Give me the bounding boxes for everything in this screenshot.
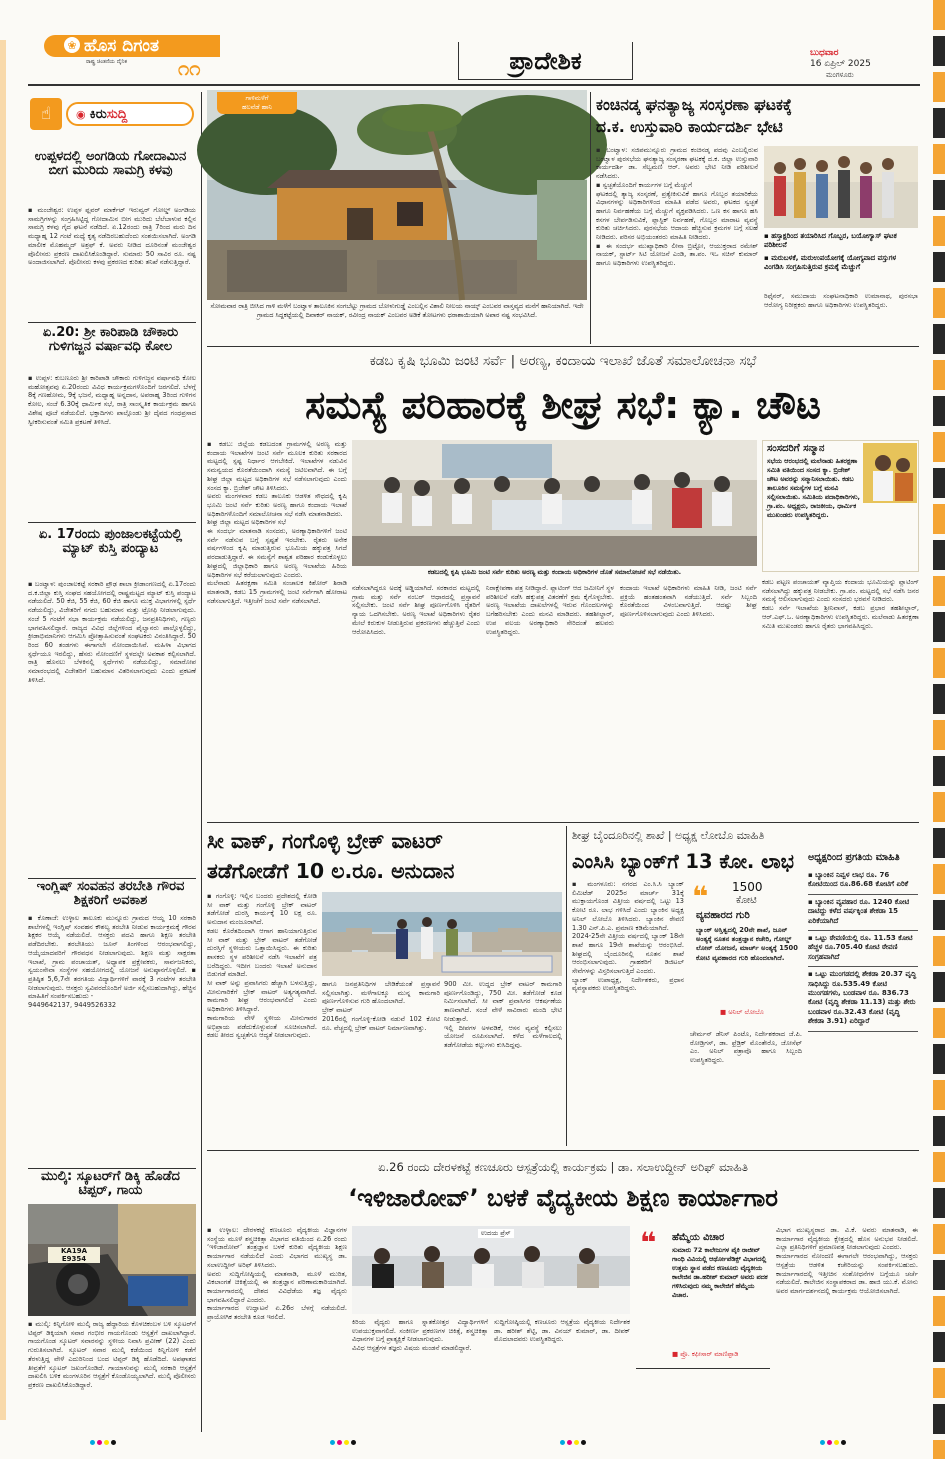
workshop-body-1: ▪ ಉಳ್ಳಾಲ: ದೇರಳಕಟ್ಟೆ ಕಣಚೂರು ವೈದ್ಯಕೀಯ ವಿಜ್ಞಾನಗಳ ಸಂಸ್ಥೆಯ ಮೂಳೆ ಶಸ್ತ್ರಚಿಕಿತ್ಸಾ ವಿಭಾಗದ ವತಿಯಿಂದ ಏ.26 ರಂದು ‘ಇಳಿಜಾರೋವ್’ ತಂತ್ರಜ್ಞಾನ ಬಳಕೆ ಕುರಿತು ವೈದ್ಯಕೀಯ ಶಿಕ್ಷಣ ಕಾರ್ಯಾಗಾರ ನಡೆಯಲಿದೆ ಎಂದು ವಿಭಾಗದ ಮುಖ್ಯಸ್ಥ ಡಾ. ಸಲಾಉದ್ದೀನ್ ಅರಿಫ್ ತಿಳಿಸಿದರು. ಅವರು ಸುದ್ದಿಗೋಷ್ಠಿಯಲ್ಲಿ ಮಾತನಾಡಿ, ಮೂಳೆ ಮುರಿತ, ವಿಕಲಾಂಗತೆ ಚಿಕಿತ್ಸೆಯಲ್ಲಿ ಈ ತಂತ್ರಜ್ಞಾನ ಪರಿಣಾಮಕಾರಿಯಾಗಿದೆ. ಕಾರ್ಯಾಗಾರದಲ್ಲಿ ದೇಶದ ವಿವಿಧೆಡೆಯ ತಜ್ಞ ವೈದ್ಯರು ಭಾಗವಹಿಸಲಿದ್ದಾರೆ ಎಂದರು. ಕಾರ್ಯಾಗಾರದ ಉದ್ಘಾಟನೆ ಏ.26ರ ಬೆಳಗ್ಗೆ ನಡೆಯಲಿದೆ. ಪ್ರಾಯೋಗಿಕ ತರಬೇತಿ ಕೂಡ ಇರಲಿದೆ. bbox=[207, 1226, 347, 1322]
number-plate: KA19A E9354 bbox=[48, 1247, 100, 1263]
seawalk-body-1: ▪ ಗಂಗೊಳ್ಳಿ: ಇಲ್ಲಿನ ಬಂದರು ಪ್ರದೇಶದಲ್ಲಿ ಕೋಡಿ ಸೀ ವಾಕ್ ಮತ್ತು ಗಂಗೊಳ್ಳಿ ಬ್ರೇಕ್ ವಾಟರ್ ತಡೆಗೋಡೆ ದುರಸ್ತಿ ಕಾರ್ಯಕ್ಕೆ 10 ಲಕ್ಷ ರೂ. ಅನುದಾನ ಮಂಜೂರಾಗಿದೆ. ಕಡಲ ಕೊರೆತದಿಂದಾಗಿ ಆಗಾಗ ಹಾನಿಯಾಗುತ್ತಿರುವ ಸೀ ವಾಕ್ ಮತ್ತು ಬ್ರೇಕ್ ವಾಟರ್ ತಡೆಗೋಡೆ ದುರಸ್ತಿಗೆ ಸ್ಥಳೀಯರು ಒತ್ತಾಯಿಸಿದ್ದರು. ಈ ಕುರಿತು ಶಾಸಕರು ಸ್ಥಳ ಪರಿಶೀಲನೆ ನಡೆಸಿ ಇಲಾಖೆಗೆ ಪತ್ರ ಬರೆದಿದ್ದರು. ಇದೀಗ ಬಂದರು ಇಲಾಖೆ ಅನುದಾನ ಬಿಡುಗಡೆ ಮಾಡಿದೆ. ಸೀ ವಾಕ್ ಅನ್ನು ಪ್ರವಾಸಿಗರು ಹೆಚ್ಚಾಗಿ ಬಳಸುತ್ತಿದ್ದು, ಮೀನುಗಾರಿಕೆಗೆ ಬ್ರೇಕ್ ವಾಟರ್ ಅತ್ಯಗತ್ಯವಾಗಿದೆ. ಕಾಮಗಾರಿ ಶೀಘ್ರ ಆರಂಭವಾಗಲಿದೆ ಎಂದು ಅಧಿಕಾರಿಗಳು ತಿಳಿಸಿದ್ದಾರೆ. ಕಾಮಗಾರಿಯ ವೇಳೆ ಸ್ಥಳೀಯ ಮೀನುಗಾರರ ಅಭಿಪ್ರಾಯ ಪಡೆದುಕೊಳ್ಳುವಂತೆ ಸೂಚಿಸಲಾಗಿದೆ. ಕಡಲ ತೀರದ ಸ್ವಚ್ಛತೆಗೂ ಆದ್ಯತೆ ನೀಡಲಾಗುವುದು. bbox=[207, 892, 317, 1040]
dateline bbox=[810, 48, 920, 81]
rain-damage-photo bbox=[207, 90, 587, 300]
brief-text: ▪ ಮಂಜೇಶ್ವರ: ಉಪ್ಪಳ ಫ್ಲವರ್ ಮಾರ್ಕೆಟ್ ಇರುವ್ವರ್ ಗೋಲ್ಡ್ ಅಂಗಡಿಯ ಸಾಮಗ್ರಿಗಳನ್ನು ಸಂಗ್ರಹಿಸಿಟ್ಟಿದ್ದ ಗೋದಾಮಿನ ಬೀಗ ಮುರಿದು ಬೆಲೆಬಾಳುವ ಕಲ್ಲಿನ ಸಾಮಗ್ರಿ ಕಳವು ಗೈದ ಘಟನೆ ನಡೆದಿದೆ. ಏ.12ರಂದು ರಾತ್ರಿ 7ರಿಂದ ಮರು ದಿನ ಮಧ್ಯಾಹ್ನ 12 ಗಂಟೆ ಮಧ್ಯೆ ಕೃತ್ಯ ನಡೆದಿರಬಹುದೆಂದು ಸಂಶಯಿಸಲಾಗಿದೆ. ಅಂಗಡಿ ಮಾಲೀಕ ಮೊಹಮ್ಮದ್ ಅಶ್ರಫ್ ಕೆ. ಅವರು ನೀಡಿದ ದೂರಿನಂತೆ ಮಂಜೇಶ್ವರ ಪೊಲೀಸರು ಪ್ರಕರಣ ದಾಖಲಿಸಿಕೊಂಡಿದ್ದಾರೆ. ಸುಮಾರು 50 ಸಾವಿರ ರೂ. ನಷ್ಟ ಅಂದಾಜಿಸಲಾಗಿದೆ. ಪೊಲೀಸರು ಕಳವು ಪ್ರಕರಣದ ಕುರಿತು ತನಿಖೆ ನಡೆಸುತ್ತಿದ್ದಾರೆ. bbox=[28, 206, 199, 267]
section-rule bbox=[207, 1150, 919, 1151]
bank-body-2: ಚೇರ್ಮನ್ ಡೆನಿಸ್ ಪಿಂಟೊ, ನಿರ್ದೇಶಕರಾದ ಜೆ.ಪಿ. ರೋಡ್ರಿಗಸ್, ಡಾ. ಫ್ರೆಡ್ರಿಕ್ ಮೊಂತೇರೊ, ಜೋಸೆಫ್ ಎಂ. ಅನಿಲ್ ಪತ್ರಾವೊ ಹಾಗೂ ಸಿಬ್ಬಂದಿ ಉಪಸ್ಥಿತರಿದ್ದರು. bbox=[690, 1030, 805, 1065]
felicitation-title: ಸಂಸದರಿಗೆ ಸನ್ಮಾನ bbox=[767, 443, 825, 454]
lead-kicker: ಕಡಬ ಕೃಷಿ ಭೂಮಿ ಜಂಟಿ ಸರ್ವೆ | ಅರಣ್ಯ, ಕಂದಾಯ ಇಲಾಖೆ ಜೊತೆ ಸಮಾಲೋಚನಾ ಸಭೆ bbox=[369, 353, 757, 369]
pride-title: ಹೆಮ್ಮೆಯ ವಿಚಾರ bbox=[672, 1232, 725, 1243]
press-meet-photo bbox=[352, 1226, 630, 1314]
bank-progress-item: ▪ ಒಟ್ಟು ಠೇವಣಿಯಲ್ಲಿ ರೂ. 11.53 ಕೋಟಿ ಹೆಚ್ಚಳ ರೂ.705.40 ಕೋಟಿ ಠೇವಣಿ ಸಂಗ್ರಹವಾಗಿದೆ bbox=[808, 931, 918, 967]
hand-icon: ☝ bbox=[30, 98, 62, 130]
meeting-photo-caption: ಕಡಬದಲ್ಲಿ ಕೃಷಿ ಭೂಮಿ ಜಂಟಿ ಸರ್ವೆ ಕುರಿತು ಅರಣ್ಯ ಮತ್ತು ಕಂದಾಯ ಅಧಿಕಾರಿಗಳ ಜೊತೆ ಸಮಾಲೋಚನೆ ಸಭೆ ನಡೆಯಿತು. bbox=[427, 568, 682, 576]
section-title-box bbox=[458, 42, 633, 80]
bank-progress-item: ▪ ಒಟ್ಟು ಮುಂಗಡದಲ್ಲಿ ಶೇಕಡಾ 20.37 ವೃದ್ಧಿ ಸಾಧಿಸಿದ್ದು ರೂ.535.49 ಕೋಟಿ ಮುಂಗಡಗಳು, ಬಂಡವಾಳ ರೂ. 836.73 ಕೋಟಿ (ವೃದ್ಧಿ ಶೇಕಡಾ 11.13) ಮತ್ತು ಶೇರು ಬಂಡವಾಳ ರೂ.32.43 ಕೋಟಿ (ವೃದ್ಧಿ ಶೇಕಡಾ 3.91) ಏರಿದ್ದಾರೆ bbox=[808, 967, 918, 1031]
felicitation-text: ಸಭೆಯ ಆರಂಭದಲ್ಲಿ ಮಲೆನಾಡು ಹಿತರಕ್ಷಣಾ ಸಮಿತಿ ವತಿಯಿಂದ ಸಂಸದ ಕ್ಯಾ. ಬ್ರಿಜೇಶ್ ಚೌಟ ಅವರನ್ನು ಸನ್ಮಾನಿಸಲಾಯಿತು. ಕಡಬ ತಾಲೂಕಿನ ಸಮಸ್ಯೆಗಳ ಬಗ್ಗೆ ಮನವಿ ಸಲ್ಲಿಸಲಾಯಿತು. ಸಮಿತಿಯ ಪದಾಧಿಕಾರಿಗಳು, ಗ್ರಾ.ಪಂ. ಅಧ್ಯಕ್ಷರು, ರಾಜಕೀಯ, ಧಾರ್ಮಿಕ ಮುಖಂಡರು ಉಪಸ್ಥಿತರಿದ್ದರು. bbox=[767, 457, 860, 519]
waste-plant-bullets bbox=[764, 232, 918, 272]
waste-plant-headline-1: ಕಂಚಿನಡ್ಕ ಘನತ್ಯಾಜ್ಯ ಸಂಸ್ಕರಣಾ ಘಟಕಕ್ಕೆ bbox=[596, 96, 792, 114]
section-rule bbox=[207, 346, 919, 347]
registration-marks bbox=[330, 1440, 356, 1445]
bank-target-title: ವ್ಯವಹಾರದ ಗುರಿ bbox=[696, 910, 750, 921]
seawalk-photo bbox=[322, 892, 562, 976]
workshop-kicker: ಏ.26 ರಂದು ದೇರಳಕಟ್ಟೆ ಕಣಚೂರು ಆಸ್ಪತ್ರೆಯಲ್ಲಿ ಕಾರ್ಯಕ್ರಮ | ಡಾ. ಸಲಾಉದ್ದೀನ್ ಅರಿಫ್ ಮಾಹಿತಿ bbox=[378, 1160, 748, 1174]
kirusuddi-header bbox=[28, 96, 196, 132]
column-rule bbox=[566, 826, 567, 1146]
masthead bbox=[0, 0, 945, 90]
lead-column-4: ಕಂದಾಯ ಇಲಾಖೆ ಅಧಿಕಾರಿಗಳು ಮಾಹಿತಿ ನೀಡಿ, ಜಂಟಿ ಸರ್ವೆ ಪ್ರಕ್ರಿಯೆ ಹಂತಹಂತವಾಗಿ ನಡೆಯುತ್ತಿದೆ. ಸರ್ವೆ ಸಿಬ್ಬಂದಿ ಕೊರತೆಯಿಂದ ವಿಳಂಬವಾಗುತ್ತಿದೆ. ಆದಷ್ಟು ಶೀಘ್ರ ಪೂರ್ಣಗೊಳಿಸಲಾಗುವುದು ಎಂದು ತಿಳಿಸಿದರು. bbox=[620, 584, 760, 619]
bank-target-text: ಬ್ಯಾಂಕ್ ಅಸ್ತಿತ್ವದಲ್ಲಿ 20ನೇ ಶಾಖೆ, ಜೂನ್ ಅಂತ್ಯಕ್ಕೆ ನೂತನ ತಂತ್ರಜ್ಞಾನ ಕಚೇರಿ, ಗೋಲ್ಡ್ ಲೋನ್ ಯೋಜನೆ, ಮಾರ್ಚ್ ಅಂತ್ಯಕ್ಕೆ 1500 ಕೋಟಿ ವ್ಯವಹಾರದ ಗುರಿ ಹೊಂದಲಾಗಿದೆ. bbox=[696, 926, 798, 962]
waste-plant-body-2: ರಿಫೈನರ್, ಸಮುದಾಯ ಸಂಘಟನಾಧಿಕಾರಿ ಉಮಾನಾಥ, ಪುರಸಭಾ ಆರೋಗ್ಯ ನಿರೀಕ್ಷಕರು ಹಾಗೂ ಅಧಿಕಾರಿಗಳು ಉಪಸ್ಥಿತರಿದ್ದರು. bbox=[764, 292, 921, 309]
photo-tag bbox=[217, 92, 297, 114]
section-title: ಪ್ರಾದೇಶಿಕ bbox=[509, 46, 582, 75]
bank-body-1: ▪ ಮಂಗಳೂರು: ನಗರದ ಎಂ.ಸಿ.ಸಿ ಬ್ಯಾಂಕ್ ಲಿಮಿಟೆಡ್ 2025ರ ಮಾರ್ಚ್ 31ಕ್ಕೆ ಮುಕ್ತಾಯಗೊಂಡ ವಿತ್ತೀಯ ವರ್ಷದಲ್ಲಿ ಒಟ್ಟು 13 ಕೋಟಿ ರೂ. ಲಾಭ ಗಳಿಸಿದೆ ಎಂದು ಬ್ಯಾಂಕಿನ ಅಧ್ಯಕ್ಷ ಅನಿಲ್ ಲೋಬೊ ತಿಳಿಸಿದರು. ಬ್ಯಾಂಕಿನ ಠೇವಣಿ 1.30 ಎನ್.ಪಿ.ಎ. ಪ್ರಮಾಣ ಕಡಿಮೆಯಾಗಿದೆ. 2024-25ನೇ ವಿತ್ತೀಯ ವರ್ಷದಲ್ಲಿ ಬ್ಯಾಂಕ್ 18ನೇ ಶಾಖೆ ಹಾಗೂ 19ನೇ ಶಾಖೆಯನ್ನು ಆರಂಭಿಸಿದೆ. ಶೀಘ್ರದಲ್ಲಿ ಬೈಂದೂರಿನಲ್ಲಿ ನೂತನ ಶಾಖೆ ಆರಂಭಿಸಲಾಗುವುದು. ಗ್ರಾಹಕರಿಗೆ ಡಿಜಿಟಲ್ ಸೇವೆಗಳನ್ನು ವಿಸ್ತರಿಸಲಾಗುತ್ತಿದೆ ಎಂದರು. ಬ್ಯಾಂಕ್ ಉಪಾಧ್ಯಕ್ಷ, ನಿರ್ದೇಶಕರು, ಪ್ರಧಾನ ವ್ಯವಸ್ಥಾಪಕರು ಉಪಸ್ಥಿತರಿದ್ದರು. bbox=[572, 880, 684, 993]
bank-target-unit: ಕೋಟಿ bbox=[736, 895, 757, 906]
lead-headline: ಸಮಸ್ಯೆ ಪರಿಹಾರಕ್ಕೆ ಶೀಘ್ರ ಸಭೆ: ಕ್ಯಾ. ಚೌಟ bbox=[305, 383, 821, 427]
bank-target-box bbox=[690, 880, 802, 1026]
registration-marks bbox=[90, 1440, 116, 1445]
seawalk-body-3: 900 ಮೀ. ಉದ್ದದ ಬ್ರೇಕ್ ವಾಟರ್ ಕಾಮಗಾರಿ ಪೂರ್ಣಗೊಂಡಿದ್ದು, 750 ಮೀ. ತಡೆಗೋಡೆ ಕೂಡ ನಿರ್ಮಿಸಲಾಗಿದೆ. ಸೀ ವಾಕ್ ಪ್ರವಾಸಿಗರ ಆಕರ್ಷಣೆಯ ತಾಣವಾಗಿದೆ. ಸಂಜೆ ವೇಳೆ ಸಾವಿರಾರು ಮಂದಿ ಭೇಟಿ ನೀಡುತ್ತಾರೆ. ಇಲ್ಲಿ ದೀಪಗಳ ಅಳವಡಿಕೆ, ಆಸನ ವ್ಯವಸ್ಥೆ ಕಲ್ಪಿಸಲು ಯೋಜನೆ ರೂಪಿಸಲಾಗಿದೆ. ಕಳೆದ ಮಳೆಗಾಲದಲ್ಲಿ ತಡೆಗೋಡೆಯ ಕಲ್ಲುಗಳು ಕುಸಿದಿದ್ದವು. bbox=[444, 980, 562, 1049]
photo-caption: ಸೋಮವಾರ ರಾತ್ರಿ ಬೀಸಿದ ಗಾಳಿ ಮಳೆಗೆ ಬಂಟ್ವಾಳ ತಾಲೂಕಿನ ಸಂಗಬೆಟ್ಟು ಗ್ರಾಮದ ಬೋಳುಗುಡ್ಡೆ ಎಂಬಲ್ಲಿನ ವಿಶಾಲಿ ನೀಲಯ ನಾಯ್ಕ್ ಎಂಬವರ ವಾಸ್ತವ್ಯದ ಮನೆಗೆ ಹಾನಿಯಾಗಿದೆ. ಇದೇ ಗ್ರಾಮದ ಸಿದ್ದಕಟ್ಟೆಯಲ್ಲಿ ದಿವಾಕರ್ ನಾಯಕ್, ರವೀಂದ್ರ ನಾಯಕ್ ಎಂಬವರ ಅಡಿಕೆ ತೋಟಗಳು ಧರಾಶಾಯಿಯಾಗಿ ಅಪಾರ ನಷ್ಟ ಸಂಭವಿಸಿದೆ. bbox=[210, 302, 584, 319]
masthead-rule bbox=[28, 84, 920, 86]
seawalk-body-2: ಹಾಗೂ ಜನಪ್ರತಿನಿಧಿಗಳ ಬೇಡಿಕೆಯಂತೆ ಪ್ರಸ್ತಾವನೆ ಸಲ್ಲಿಸಲಾಗಿತ್ತು. ಮಳೆಗಾಲಕ್ಕೂ ಮುನ್ನ ಕಾಮಗಾರಿ ಪೂರ್ಣಗೊಳಿಸುವ ಗುರಿ ಹೊಂದಲಾಗಿದೆ. ಬ್ರೇಕ್ ವಾಟರ್ 2016ರಲ್ಲಿ ಗಂಗೊಳ್ಳಿ-ಕೋಡಿ ನಡುವೆ 102 ಕೋಟಿ ರೂ. ವೆಚ್ಚದಲ್ಲಿ ಬ್ರೇಕ್ ವಾಟರ್ ನಿರ್ಮಾಣವಾಗಿತ್ತು. bbox=[322, 980, 440, 1032]
pride-byline: ■ ಪ್ರೊ. ಕಫೀಸಾರ್ ಮಾಣಿಪ್ಪಾಡಿ bbox=[672, 1350, 739, 1358]
lead-column-3: ನಿರಾಕ್ಷೇಪಣಾ ಪತ್ರ ನೀಡಿದ್ದಾರೆ. ಪ್ಲಾಟಿಂಗ್ ಆದ ಜಮೀನಿಗೆ ಸ್ಥಳ ಪರಿಶೀಲನೆ ನಡೆಸಿ ಹಕ್ಕುಪತ್ರ ವಿತರಣೆಗೆ ಕ್ರಮ ಕೈಗೊಳ್ಳಬೇಕು. ಅರಣ್ಯ ಇಲಾಖೆಯ ದಾಖಲೆಗಳಲ್ಲಿ ಇರುವ ಗೊಂದಲಗಳನ್ನು ಬಗೆಹರಿಸಬೇಕು ಎಂದು ಮನವಿ ಮಾಡಿದರು. ತಹಶೀಲ್ದಾರ್, ಉಪ ವಲಯ ಅರಣ್ಯಾಧಿಕಾರಿ ಸೇರಿದಂತೆ ಹಲವರು ಉಪಸ್ಥಿತರಿದ್ದರು. bbox=[486, 584, 617, 636]
workshop-headline: ‘ಇಳಿಜಾರೋವ್’ ಬಳಕೆ ವೈದ್ಯಕೀಯ ಶಿಕ್ಷಣ ಕಾರ್ಯಾಗಾರ bbox=[348, 1184, 778, 1212]
brief-text: ▪ ಬಂಟ್ವಾಳ: ಪುಂಜಾಲಕಟ್ಟೆ ಸರಕಾರಿ ಪ್ರೌಢ ಶಾಲಾ ಕ್ರೀಡಾಂಗಣದಲ್ಲಿ ಏ.17ರಂದು ದ.ಕ.ಜಿಲ್ಲಾ ಕುಸ್ತಿ ಸಂಘದ ಸಹಯೋಗದಲ್ಲಿ ರಾಷ್ಟ್ರಮಟ್ಟದ ಮ್ಯಾಟ್ ಕುಸ್ತಿ ಪಂದ್ಯಾಟ ನಡೆಯಲಿದೆ. 50 ಕೆಜಿ, 55 ಕೆಜಿ, 60 ಕೆಜಿ ಹಾಗೂ ಮುಕ್ತ ವಿಭಾಗಗಳಲ್ಲಿ ಸ್ಪರ್ಧೆ ನಡೆಯಲಿದ್ದು, ವಿಜೇತರಿಗೆ ನಗದು ಬಹುಮಾನ ಮತ್ತು ಟ್ರೋಫಿ ನೀಡಲಾಗುವುದು. ಸಂಜೆ 5 ಗಂಟೆಗೆ ಸಭಾ ಕಾರ್ಯಕ್ರಮ ನಡೆಯಲಿದ್ದು, ಜನಪ್ರತಿನಿಧಿಗಳು, ಗಣ್ಯರು ಭಾಗವಹಿಸಲಿದ್ದಾರೆ. ರಾಜ್ಯದ ವಿವಿಧ ಜಿಲ್ಲೆಗಳಿಂದ ಪೈಲ್ವಾನರು ಪಾಲ್ಗೊಳ್ಳಲಿದ್ದು, ಕ್ರೀಡಾಭಿಮಾನಿಗಳು ಆಗಮಿಸಿ ಪ್ರೋತ್ಸಾಹಿಸುವಂತೆ ಸಂಘಟಕರು ವಿನಂತಿಸಿದ್ದಾರೆ. 50 ರಿಂದ 60 ತಂಡಗಳು ಈಗಾಗಲೇ ನೋಂದಾಯಿಸಿವೆ. ಮಹಿಳಾ ವಿಭಾಗದ ಸ್ಪರ್ಧೆಯೂ ಇರಲಿದ್ದು, ಹೆಸರು ನೋಂದಣಿಗೆ ಸ್ಥಳದಲ್ಲೇ ಅವಕಾಶ ಕಲ್ಪಿಸಲಾಗಿದೆ. ರಾತ್ರಿ ಹೊನಲು ಬೆಳಕಿನಲ್ಲಿ ಸ್ಪರ್ಧೆಗಳು ನಡೆಯಲಿದ್ದು, ಸಮಾರೋಪ ಸಮಾರಂಭದಲ್ಲಿ ವಿಜೇತರಿಗೆ ಬಹುಮಾನ ವಿತರಿಸಲಾಗುವುದು ಎಂದು ಪ್ರಕಟಣೆ ತಿಳಿಸಿದೆ. bbox=[28, 580, 199, 684]
registration-marks bbox=[820, 1440, 846, 1445]
bank-headline: ಎಂಸಿಸಿ ಬ್ಯಾಂಕ್‌ಗೆ 13 ಕೋ. ಲಾಭ bbox=[572, 850, 794, 873]
brief-title: ಮುಲ್ಕಿ: ಸ್ಕೂಟರ್‌ಗೆ ಡಿಕ್ಕಿ ಹೊಡೆದ ಟಿಪ್ಪರ್, ಗಾಯ bbox=[41, 1169, 180, 1198]
workshop-body-3: ವಿಭಾಗ ಮುಖ್ಯಸ್ಥರಾದ ಡಾ. ವಿ.ಕೆ. ಅವರು ಮಾತನಾಡಿ, ಈ ಕಾರ್ಯಾಗಾರ ವೈದ್ಯಕೀಯ ಕ್ಷೇತ್ರದಲ್ಲಿ ಹೊಸ ಅನುಭವ ನೀಡಲಿದೆ. ಎಲ್ಲಾ ಪ್ರತಿನಿಧಿಗಳಿಗೆ ಪ್ರಮಾಣಪತ್ರ ನೀಡಲಾಗುವುದು ಎಂದರು. ಕಾರ್ಯಾಗಾರದ ನೋಂದಣಿ ಈಗಾಗಲೇ ಆರಂಭವಾಗಿದ್ದು, ಆಸಕ್ತರು ಆಸ್ಪತ್ರೆಯ ಆಡಳಿತ ಕಚೇರಿಯನ್ನು ಸಂಪರ್ಕಿಸಬಹುದು. ಕಾರ್ಯಾಗಾರದಲ್ಲಿ ಇತ್ತೀಚಿನ ಸಂಶೋಧನೆಗಳ ಬಗ್ಗೆಯೂ ಚರ್ಚೆ ನಡೆಯಲಿದೆ. ಕಾಲೇಜಿನ ಸಂಸ್ಥಾಪಕರಾದ ಡಾ. ಹಾಜಿ ಯು.ಕೆ. ಮೋನು ಅವರ ಮಾರ್ಗದರ್ಶನದಲ್ಲಿ ಕಾರ್ಯಕ್ರಮ ಆಯೋಜಿಸಲಾಗಿದೆ. bbox=[776, 1226, 918, 1295]
masthead-logo bbox=[30, 32, 216, 82]
bank-kicker: ಶೀಘ್ರ ಬೈಂದೂರಿನಲ್ಲಿ ಶಾಖೆ | ಅಧ್ಯಕ್ಷ ಲೋಬೊ ಮಾಹಿತಿ bbox=[572, 829, 765, 842]
waste-plant-headline-2: ದ.ಕ. ಉಸ್ತುವಾರಿ ಕಾರ್ಯದರ್ಶಿ ಭೇಟಿ bbox=[596, 118, 783, 136]
lead-column-2: ನಡೆಸಲಾಗಿದ್ದರೂ ಅದಕ್ಕೆ ಅಡ್ಡಿಯಾಗಿದೆ. ಸರಕಾರದ ಮಟ್ಟದಲ್ಲಿ ಗ್ರಾಮ ಮತ್ತು ಸರ್ವೆ ನಂಬರ್ ಆಧಾರದಲ್ಲಿ ಪ್ರಸ್ತಾವನೆ ಸಲ್ಲಿಸಬೇಕು. ಜಂಟಿ ಸರ್ವೆ ಶೀಘ್ರ ಪೂರ್ಣಗೊಳಿಸಿ ರೈತರಿಗೆ ನ್ಯಾಯ ಒದಗಿಸಬೇಕು. ಅರಣ್ಯ ಇಲಾಖೆ ಅಧಿಕಾರಿಗಳು ರೈತರ ಮೇಲೆ ಕಿರುಕುಳ ನೀಡುತ್ತಿರುವ ಪ್ರಕರಣಗಳು ಹೆಚ್ಚುತ್ತಿವೆ ಎಂದು ಆರೋಪಿಸಿದರು. bbox=[352, 584, 483, 636]
page-number: ೧೧ bbox=[178, 56, 201, 80]
brief-text: ▪ ಮುಲ್ಕಿ: ಕಿನ್ನಿಗೋಳಿ ಮುಲ್ಕಿ ರಾಜ್ಯ ಹೆದ್ದಾರಿಯ ಕೊಳಚಿಕಂಬಳ ಬಳಿ ಸ್ಕೂಟರ್‌ಗೆ ಟಿಪ್ಪರ್ ಡಿಕ್ಕಿಯಾಗಿ ಸವಾರ ಗಂಭೀರ ಗಾಯಗೊಂಡು ಆಸ್ಪತ್ರೆಗೆ ದಾಖಲಾಗಿದ್ದಾರೆ. ಗಾಯಗೊಂಡ ಸ್ಕೂಟರ್ ಸವಾರನನ್ನು ಸ್ಥಳೀಯ ನಿವಾಸಿ ಪ್ರವೀಣ್ (22) ಎಂದು ಗುರುತಿಸಲಾಗಿದೆ. ಸ್ಕೂಟರ್ ಸವಾರ ಮುಲ್ಕಿ ಕಡೆಯಿಂದ ಕಿನ್ನಿಗೋಳಿ ಕಡೆಗೆ ತೆರಳುತ್ತಿದ್ದ ವೇಳೆ ಎದುರಿನಿಂದ ಬಂದ ಟಿಪ್ಪರ್ ಡಿಕ್ಕಿ ಹೊಡೆದಿದೆ. ಅಪಘಾತದ ತೀವ್ರತೆಗೆ ಸ್ಕೂಟರ್ ಜಖಂಗೊಂಡಿದೆ. ಗಾಯಾಳುವನ್ನು ಮುಲ್ಕಿ ಸರಕಾರಿ ಆಸ್ಪತ್ರೆಗೆ ದಾಖಲಿಸಿ ಬಳಿಕ ಮಂಗಳೂರಿನ ಆಸ್ಪತ್ರೆಗೆ ಕೊಂಡೊಯ್ಯಲಾಗಿದೆ. ಮುಲ್ಕಿ ಪೊಲೀಸರು ಪ್ರಕರಣ ದಾಖಲಿಸಿಕೊಂಡಿದ್ದಾರೆ. bbox=[28, 1320, 199, 1389]
bank-progress-box bbox=[808, 852, 918, 1144]
registration-marks bbox=[560, 1440, 586, 1445]
press-meet-tag: ಉದಯ ಪ್ರೆಸ್ bbox=[478, 1229, 514, 1238]
meeting-photo bbox=[352, 440, 757, 566]
quote-icon: ❝ bbox=[640, 1226, 657, 1259]
bank-progress-title: ಅಧ್ಯಕ್ಷರಿಂದ ಪ್ರಗತಿಯ ಮಾಹಿತಿ bbox=[808, 852, 900, 863]
pride-box-divider bbox=[636, 1368, 770, 1369]
kirusuddi-label-b: ಸುದ್ದಿ bbox=[106, 106, 128, 122]
felicitation-photo bbox=[863, 443, 917, 503]
brief-title: ಏ. 17ರಂದು ಪುಂಜಾಲಕಟ್ಟೆಯಲ್ಲಿ ಮ್ಯಾಟ್ ಕುಸ್ತಿ ಪಂದ್ಯಾಟ bbox=[38, 527, 183, 556]
brief-title: ಏ.20: ಶ್ರೀ ಕಾರಿಪಾಡಿ ಚೌಕಾರು ಗುಳಿಗಜ್ಜನ ವರ್ಷಾವಧಿ ಕೋಲ bbox=[42, 325, 179, 354]
pride-box bbox=[636, 1226, 770, 1426]
lotus-icon: ❀ bbox=[64, 37, 80, 53]
dateline-day: ಬುಧವಾರ bbox=[810, 48, 839, 58]
dateline-date: 16 ಏಪ್ರಿಲ್ 2025 bbox=[810, 59, 871, 69]
spiral-icon: ◉ bbox=[76, 107, 86, 121]
kirusuddi-tab bbox=[66, 102, 194, 126]
bank-target-byline: ■ ಅನಿಲ್ ಲೋಬೊ bbox=[720, 1008, 764, 1016]
accident-photo bbox=[28, 1204, 196, 1316]
logo-tagline: ರಾಷ್ಟ್ರ ಚಿಂತನೆಯ ದೈನಿಕ bbox=[86, 59, 127, 65]
brief-divider bbox=[28, 522, 196, 523]
photo-tag-line2: ಹಲವೆಡೆ ಹಾನಿ bbox=[241, 103, 273, 111]
bank-progress-list bbox=[808, 868, 918, 1032]
kirusuddi-label-a: ಕಿರು bbox=[89, 106, 107, 122]
waste-plant-photo bbox=[764, 146, 918, 228]
logo-name: ಹೊಸ ದಿಗಂತ bbox=[84, 36, 159, 56]
section-rule bbox=[207, 822, 919, 823]
waste-plant-bullet: ▪ ಮರುಬಳಕೆ, ಮರುಉಪಯೋಗಕ್ಕೆ ಯೋಗ್ಯವಾದ ವಸ್ತುಗಳ ವಿಂಗಡಿಸಿ ಸಂಗ್ರಹಿಸುತ್ತಿರುವ ಕ್ರಮಕ್ಕೆ ಮೆಚ್ಚುಗೆ bbox=[764, 254, 918, 272]
photo-tag-line1: ಗಾಳಿಮಳೆಗೆ bbox=[245, 94, 269, 102]
seawalk-headline-2: ತಡೆಗೋಡೆಗೆ 10 ಲ.ರೂ. ಅನುದಾನ bbox=[207, 859, 455, 883]
lead-column-1: ▪ ಕಡಬ: ಜಿಲ್ಲೆಯ ಕಡಬದಂತ ಗ್ರಾಮಗಳಲ್ಲಿ ಅರಣ್ಯ ಮತ್ತು ಕಂದಾಯ ಇಲಾಖೆಗಳ ಜಂಟಿ ಸರ್ವೆ ಮೂಲಕ ಕುರಿತು ಸರಕಾರದ ಮಟ್ಟದಲ್ಲಿ ಸ್ಪಷ್ಟ ನಿರ್ಧಾರ ಆಗಬೇಕಿದೆ. ಇಲಾಖೆಗಳ ನಡುವಿನ ಸಮನ್ವಯದ ಕೊರತೆಯಿಂದಾಗಿ ಸಮಸ್ಯೆ ಜಟಿಲವಾಗಿದೆ. ಈ ಬಗ್ಗೆ ಶೀಘ್ರ ಜಿಲ್ಲಾ ಮಟ್ಟದ ಅಧಿಕಾರಿಗಳ ಸಭೆ ನಡೆಸಲಾಗುವುದು ಎಂದು ಸಂಸದ ಕ್ಯಾ. ಬ್ರಿಜೇಶ್ ಚೌಟ ತಿಳಿಸಿದರು. ಅವರು ಮಂಗಳವಾರ ಕಡಬ ತಾಲೂಕು ಆಡಳಿತ ಸೌಧದಲ್ಲಿ ಕೃಷಿ ಭೂಮಿ ಜಂಟಿ ಸರ್ವೆ ಕುರಿತು ಅರಣ್ಯ ಹಾಗೂ ಕಂದಾಯ ಇಲಾಖೆ ಅಧಿಕಾರಿಗಳೊಂದಿಗೆ ಸಮಾಲೋಚನಾ ಸಭೆ ನಡೆಸಿ ಮಾತನಾಡಿದರು. ಶೀಘ್ರ ಜಿಲ್ಲಾ ಮಟ್ಟದ ಅಧಿಕಾರಿಗಳ ಸಭೆ ಈ ಸಂದರ್ಭ ಮಾತನಾಡಿ ಸಂಸದರು, ಅರಣ್ಯಾಧಿಕಾರಿಗಳಿಗೆ ಜಂಟಿ ಸರ್ವೆ ನಡೆಸುವ ಬಗ್ಗೆ ಸ್ಪಷ್ಟತೆ ಇರಬೇಕು. ರೈತರು ಅನೇಕ ವರ್ಷಗಳಿಂದ ಕೃಷಿ ಮಾಡುತ್ತಿರುವ ಭೂಮಿಯ ಹಕ್ಕುಪತ್ರ ಸಿಗದೆ ಪರದಾಡುತ್ತಿದ್ದಾರೆ. ಈ ಸಮಸ್ಯೆಗೆ ಶಾಶ್ವತ ಪರಿಹಾರ ಕಂಡುಕೊಳ್ಳಲು ಶೀಘ್ರದಲ್ಲಿ ಜಿಲ್ಲಾಧಿಕಾರಿ ಹಾಗೂ ಅರಣ್ಯ ಇಲಾಖೆಯ ಹಿರಿಯ ಅಧಿಕಾರಿಗಳ ಸಭೆ ಕರೆಯಲಾಗುವುದು ಎಂದರು. ಮಲೆನಾಡು ಹಿತರಕ್ಷಣಾ ಸಮಿತಿ ಸಂಚಾಲಕ ಕಿಶೋರ್ ಶಿರಾಡಿ ಮಾತನಾಡಿ, ಕಡಬ 15 ಗ್ರಾಮಗಳಲ್ಲಿ ಜಂಟಿ ಸರ್ವೆಗಾಗಿ ಹೋರಾಟ ನಡೆಸಲಾಗುತ್ತಿದೆ. ಇತ್ತೀಚೆಗೆ ಜಂಟಿ ಸರ್ವೆ ನಡೆಸಲಾಗಿದೆ. bbox=[207, 440, 347, 605]
brief-text: ▪ ಉಪ್ಪಳ: ಕುಬಣೂರು ಶ್ರೀ ಕಾರಿಪಾಡಿ ಚೌಕಾರು ಗುಳಿಗಜ್ಜನ ವರ್ಷಾವಧಿ ಕೋಲ ಮಹೋತ್ಸವವು ಏ.20ರಂದು ವಿವಿಧ ಕಾರ್ಯಕ್ರಮಗಳೊಂದಿಗೆ ಜರಗಲಿದೆ. ಬೆಳಗ್ಗೆ 8ಕ್ಕೆ ಗಣಹೋಮ, 9ಕ್ಕೆ ಭಜನೆ, ಮಧ್ಯಾಹ್ನ ಅನ್ನದಾನ, ಅಪರಾಹ್ನ 3ರಿಂದ ಗುಳಿಗನ ಕೋಲ, ಸಂಜೆ 6.30ಕ್ಕೆ ಧಾರ್ಮಿಕ ಸಭೆ, ರಾತ್ರಿ ಸಾಂಸ್ಕೃತಿಕ ಕಾರ್ಯಕ್ರಮ ಹಾಗೂ ವಿಶೇಷ ಪೂಜೆ ನಡೆಯಲಿದೆ. ಭಕ್ತಾದಿಗಳು ಪಾಲ್ಗೊಂಡು ಶ್ರೀ ದೈವದ ಗಂಧಪ್ರಸಾದ ಸ್ವೀಕರಿಸುವಂತೆ ಸಮಿತಿ ಪ್ರಕಟಣೆ ತಿಳಿಸಿದೆ. bbox=[28, 374, 199, 426]
waste-plant-body: ▪ ಬಂಟ್ವಾಳ: ಸಜಿಪಮುನ್ನೂರು ಗ್ರಾಮದ ಕಂಚಿನಡ್ಕ ಪದವು ಎಂಬಲ್ಲಿರುವ ಬಂಟ್ವಾಳ ಪುರಸಭೆಯ ಘನತ್ಯಾಜ್ಯ ಸಂಸ್ಕರಣಾ ಘಟಕಕ್ಕೆ ದ.ಕ. ಜಿಲ್ಲಾ ಉಸ್ತುವಾರಿ ಕಾರ್ಯದರ್ಶಿ ಡಾ. ಸೆಲ್ವಮಣಿ ಆರ್. ಅವರು ಭೇಟಿ ನೀಡಿ ಪರಿಶೀಲನೆ ನಡೆಸಿದರು. ▪ ಸ್ವಚ್ಛತೆಯೊಂದಿಗೆ ಕಾರ್ಯಗಳ ಬಗ್ಗೆ ಮೆಚ್ಚುಗೆ ಘಟಕದಲ್ಲಿ ತ್ಯಾಜ್ಯ ಸಂಸ್ಕರಣೆ, ಪ್ರತ್ಯೇಕಿಸುವಿಕೆ ಹಾಗೂ ಗೊಬ್ಬರ ತಯಾರಿಕೆಯ ವಿಧಾನಗಳನ್ನು ಅಧಿಕಾರಿಗಳಿಂದ ಮಾಹಿತಿ ಪಡೆದ ಅವರು, ಘಟಕದ ಸ್ವಚ್ಛತೆ ಹಾಗೂ ನಿರ್ವಹಣೆಯ ಬಗ್ಗೆ ಮೆಚ್ಚುಗೆ ವ್ಯಕ್ತಪಡಿಸಿದರು. ಒಣ ಕಸ ಹಾಗೂ ಹಸಿ ಕಸಗಳ ಬೇರ್ಪಡಿಸುವಿಕೆ, ಪ್ಲಾಸ್ಟಿಕ್ ನಿರ್ವಹಣೆ, ಗೊಬ್ಬರ ಮಾರಾಟ ವ್ಯವಸ್ಥೆ ಕುರಿತು ಚರ್ಚಿಸಿದರು. ಪುರಸಭೆಯ ಆದಾಯ ಹೆಚ್ಚಿಸುವ ಕ್ರಮಗಳ ಬಗ್ಗೆ ಸಲಹೆ ನೀಡಿದರು. ಪರಿಸರ ಅಭಿಯಂತರರು ಮಾಹಿತಿ ನೀಡಿದರು. ▪ ಈ ಸಂದರ್ಭ ಮುಖ್ಯಾಧಿಕಾರಿ ಲೀನಾ ಬ್ರಿಟ್ಟೋ, ಆಯುಕ್ತರಾದ ರಮೇಶ್ ನಾಯಕ್, ಸ್ಟಾರ್ಟ್ ಸಿಟಿ ಯೋಜನೆ ಎಂಡಿ, ತಾ.ಪಂ. ಇಒ ಸಚಿನ್ ಕುಮಾರ್ ಹಾಗೂ ಅಧಿಕಾರಿಗಳು ಉಪಸ್ಥಿತರಿದ್ದರು. bbox=[596, 146, 758, 268]
dateline-city: ಮಂಗಳೂರು bbox=[826, 71, 854, 79]
bank-progress-item: ▪ ಬ್ಯಾಂಕಿನ ನಿವ್ವಳ ಲಾಭ ರೂ. 76 ಕೋಟಿಯಿಂದ ರೂ.86.68 ಕೋಟಿಗೆ ಏರಿಕೆ bbox=[808, 868, 918, 895]
workshop-body-2: ಕಿರಿಯ ವೈದ್ಯರು ಹಾಗೂ ಸ್ನಾತಕೋತ್ತರ ವಿದ್ಯಾರ್ಥಿಗಳಿಗೆ ಉಪಯುಕ್ತವಾಗಲಿದೆ. ಸಂಕೀರ್ಣ ಪ್ರಕರಣಗಳ ಚಿಕಿತ್ಸೆ, ಶಸ್ತ್ರಚಿಕಿತ್ಸಾ ವಿಧಾನಗಳ ಬಗ್ಗೆ ಪ್ರಾತ್ಯಕ್ಷಿಕೆ ನೀಡಲಾಗುವುದು. ವಿವಿಧ ಆಸ್ಪತ್ರೆಗಳ ತಜ್ಞರು ವಿಷಯ ಮಂಡನೆ ಮಾಡಲಿದ್ದಾರೆ. ಸುದ್ದಿಗೋಷ್ಠಿಯಲ್ಲಿ ಕಣಚೂರು ಆಸ್ಪತ್ರೆಯ ವೈದ್ಯಕೀಯ ನಿರ್ದೇಶಕ ಡಾ. ಹರೀಶ್ ಶೆಟ್ಟಿ, ಡಾ. ವಿನಯ್ ಕುಮಾರ್, ಡಾ. ದೀಪಕ್ ಮೊದಲಾದವರು ಉಪಸ್ಥಿತರಿದ್ದರು. bbox=[352, 1318, 630, 1353]
quote-icon: ❝ bbox=[692, 880, 709, 913]
edge-stripe-left bbox=[0, 40, 6, 1420]
waste-plant-bullet: ▪ ಹಸ್ತಾಕ್ಷರಿಂದ ತಯಾರಿಸಿದ ಗೊಬ್ಬರ, ಬಯೋಗ್ಯಾಸ್ ಘಟಕ ಪರಿಶೀಲನೆ bbox=[764, 232, 918, 250]
brief-title: ಇಂಗ್ಲಿಷ್ ಸಂವಹನ ತರಬೇತಿ ಗೌರವ ಶಿಕ್ಷಕರಿಗೆ ಅವಕಾಶ bbox=[36, 879, 185, 908]
top-photo-rule bbox=[590, 92, 591, 344]
seawalk-headline-1: ಸೀ ವಾಕ್, ಗಂಗೊಳ್ಳಿ ಬ್ರೇಕ್ ವಾಟರ್ bbox=[207, 829, 443, 853]
pride-text: ಸುಮಾರು 72 ಕಾಲೇಜುಗಳ ಪೈಕಿ ರಾಜೀವ್ ಗಾಂಧಿ ವಿವಿಯಲ್ಲಿ ಆರ್ಥೋಪೆಡಿಕ್ಸ್ ವಿಭಾಗದಲ್ಲಿ ಉತ್ತಮ ಸ್ಥಾನ ಪಡೆದ ಕಣಚೂರು ವೈದ್ಯಕೀಯ ಕಾಲೇಜಿನ ಡಾ.ಹರೀಶ್ ಕುಮಾರ್ ಅವರು ಪದಕ ಗಳಿಸಿರುವುದು ನಮ್ಮ ಕಾಲೇಜಿಗೆ ಹೆಮ್ಮೆಯ ವಿಚಾರ. bbox=[672, 1246, 768, 1299]
brief-text: ▪ ಕೊಣಾಜೆ: ಉಳ್ಳಾಲ ತಾಲೂಕು ಮುನ್ನೂರು ಗ್ರಾಮದ ಆಯ್ದ 10 ಸರಕಾರಿ ಶಾಲೆಗಳಲ್ಲಿ ಇಂಗ್ಲಿಷ್ ಸಂವಹನ ಕೌಶಲ್ಯ ತರಬೇತಿ ನೀಡುವ ಕಾರ್ಯಕ್ರಮಕ್ಕೆ ಗೌರವ ಶಿಕ್ಷಕರ ಆಯ್ಕೆ ನಡೆಯಲಿದೆ. ಆಸಕ್ತರು ಪದವಿ ಹಾಗೂ ಶಿಕ್ಷಣ ತರಬೇತಿ ಪಡೆದಿರಬೇಕು. ತರಬೇತಿಯು ಜೂನ್ ತಿಂಗಳಿಂದ ಆರಂಭವಾಗಲಿದ್ದು, ಆಯ್ಕೆಯಾದವರಿಗೆ ಗೌರವಧನ ನೀಡಲಾಗುವುದು. ಶಿಕ್ಷಣ ಮತ್ತು ಸಾಕ್ಷರತಾ ಇಲಾಖೆ, ಗ್ರಾಮ ಪಂಚಾಯತ್, ಅಧ್ಯಾಪಕ ಪ್ರಕ್ಷೇಪಕರು, ಸಾರ್ವಜನಿಕರು, ಸ್ವಯಂಸೇವಾ ಸಂಸ್ಥೆಗಳ ಸಹಯೋಗದಲ್ಲಿ ಯೋಜನೆ ಅನುಷ್ಠಾನಗೊಳ್ಳಲಿದೆ. ▪ ಪ್ರತಿಷ್ಠಿತ 5,6,7ನೇ ತರಗತಿಯ ವಿದ್ಯಾರ್ಥಿಗಳಿಗೆ ವಾರಕ್ಕೆ 3 ಗಂಟೆಗಳ ತರಬೇತಿ ನೀಡಲಾಗುವುದು. ಆಸಕ್ತರು ಸ್ವವಿವರದೊಂದಿಗೆ ಅರ್ಜಿ ಸಲ್ಲಿಸಬಹುದಾಗಿದ್ದು, ಹೆಚ್ಚಿನ ಮಾಹಿತಿಗೆ ಸಂಪರ್ಕಿಸಬಹುದು - 9449642137, 9449526332 bbox=[28, 914, 196, 1010]
edge-stripe bbox=[933, 0, 945, 1459]
brief-divider bbox=[28, 322, 196, 323]
bank-progress-item: ▪ ಬ್ಯಾಂಕಿನ ವ್ಯವಹಾರ ರೂ. 1240 ಕೋಟಿ ದಾಟಿದ್ದು ಕಳೆದ ವರ್ಷಕ್ಕಿಂತ ಶೇಕಡಾ 15 ಏರಿಕೆಯಾಗಿದೆ bbox=[808, 895, 918, 931]
left-column-rule bbox=[201, 92, 202, 1432]
bank-target-number: 1500 bbox=[732, 880, 763, 894]
brief-title: ಉಪ್ಪಳದಲ್ಲಿ ಅಂಗಡಿಯ ಗೋದಾಮಿನ ಬೀಗ ಮುರಿದು ಸಾಮಗ್ರಿ ಕಳವು bbox=[34, 149, 187, 178]
lead-column-5: ಕಡಬ ಪಟ್ಟಣ ಪಂಚಾಯತ್ ವ್ಯಾಪ್ತಿಯ ಕಂದಾಯ ಭೂಮಿಯನ್ನು ಪ್ಲಾಟಿಂಗ್ ನಡೆಸಲಾಗಿದ್ದು ಹಕ್ಕುಪತ್ರ ನೀಡಬೇಕು. ಗ್ರಾ.ಪಂ. ಮಟ್ಟದಲ್ಲಿ ಸಭೆ ನಡೆಸಿ ಜನರ ಸಮಸ್ಯೆ ಆಲಿಸಲಾಗುವುದು ಎಂದು ಸಂಸದರು ಭರವಸೆ ನೀಡಿದರು. ಕಡಬ ಸರ್ವೆ ಇಲಾಖೆಯ ಶ್ರೀನಿವಾಸ್, ಕಡಬ ಪ್ರಭಾರ ತಹಶೀಲ್ದಾರ್, ಆರ್.ಎಫ್.ಒ. ಅರಣ್ಯಾಧಿಕಾರಿಗಳು ಉಪಸ್ಥಿತರಿದ್ದರು. ಮಲೆನಾಡು ಹಿತರಕ್ಷಣಾ ಸಮಿತಿ ಮುಖಂಡರು ಹಾಗೂ ರೈತರು ಭಾಗವಹಿಸಿದ್ದರು. bbox=[762, 578, 919, 630]
felicitation-box bbox=[762, 440, 919, 572]
